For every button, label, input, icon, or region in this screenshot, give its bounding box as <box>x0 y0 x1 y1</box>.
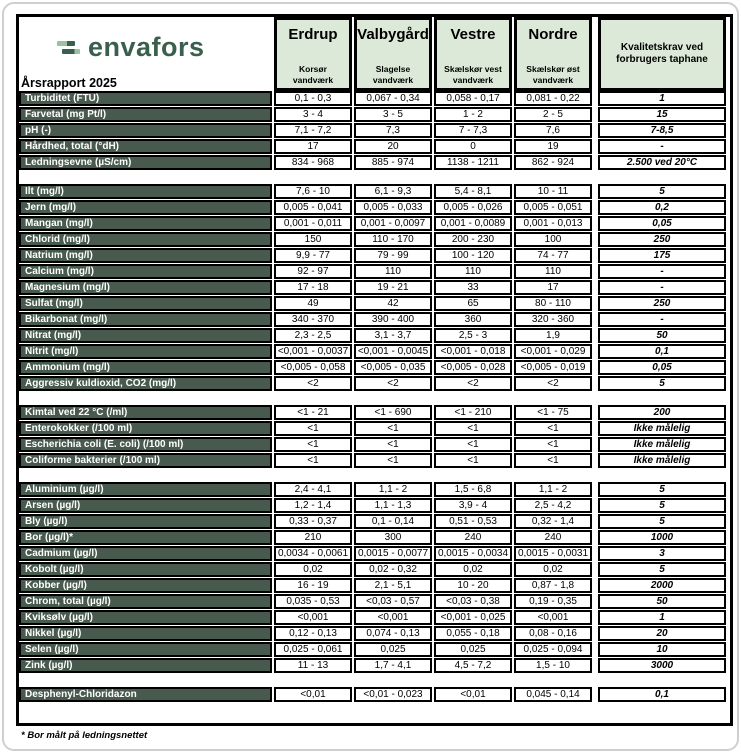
value-cell: 0,02 <box>434 562 512 577</box>
quality-requirement-cell: Ikke målelig <box>598 437 726 452</box>
value-cell: 0,005 - 0,041 <box>274 200 352 215</box>
row-label: Nikkel (µg/l) <box>19 626 272 641</box>
table-row <box>19 437 730 452</box>
quality-requirement-cell: 0,1 <box>598 687 726 702</box>
table-row <box>19 405 730 420</box>
value-cell: <0,03 - 0,38 <box>434 594 512 609</box>
row-label: Ledningsevne (µS/cm) <box>19 155 272 170</box>
row-label: Kobolt (µg/l) <box>19 562 272 577</box>
value-cell: 110 <box>434 264 512 279</box>
quality-requirement-cell: 5 <box>598 562 726 577</box>
table-section <box>19 687 730 702</box>
table-row <box>19 376 730 391</box>
quality-requirement-cell: 175 <box>598 248 726 263</box>
plant-subtitle-line2: vandværk <box>372 74 414 85</box>
row-label: Natrium (mg/l) <box>19 248 272 263</box>
value-cell: 80 - 110 <box>514 296 592 311</box>
value-cell: 4,5 - 7,2 <box>434 658 512 673</box>
column-header-plant <box>354 17 432 91</box>
value-cell: <1 <box>434 453 512 468</box>
row-label: Sulfat (mg/l) <box>19 296 272 311</box>
value-cell: 0 <box>434 139 512 154</box>
value-cell: <1 - 21 <box>274 405 352 420</box>
value-cell: 0,02 <box>514 562 592 577</box>
row-label: Jern (mg/l) <box>19 200 272 215</box>
table-row <box>19 280 730 295</box>
value-cell: <0,001 - 0,0045 <box>354 344 432 359</box>
value-cell: 0,87 - 1,8 <box>514 578 592 593</box>
table-row <box>19 344 730 359</box>
value-cell: 240 <box>514 530 592 545</box>
value-cell: 0,025 <box>354 642 432 657</box>
table-row <box>19 216 730 231</box>
plant-subtitle-line1: Skælskør vest <box>444 64 502 74</box>
value-cell: 0,0015 - 0,0031 <box>514 546 592 561</box>
value-cell: <1 <box>434 421 512 436</box>
plant-subtitle-line2: vandværk <box>532 74 574 85</box>
quality-requirement-cell: 1 <box>598 610 726 625</box>
value-cell: 1138 - 1211 <box>434 155 512 170</box>
value-cell: 834 - 968 <box>274 155 352 170</box>
value-cell: 0,001 - 0,0097 <box>354 216 432 231</box>
value-cell: 1,5 - 10 <box>514 658 592 673</box>
value-cell: 2,5 - 3 <box>434 328 512 343</box>
column-header-plant <box>514 17 592 91</box>
footnote: * Bor målt på ledningsnettet <box>21 730 148 741</box>
value-cell: <0,001 - 0,0037 <box>274 344 352 359</box>
row-label: Turbiditet (FTU) <box>19 91 272 106</box>
value-cell: 300 <box>354 530 432 545</box>
value-cell: 7 - 7,3 <box>434 123 512 138</box>
value-cell: 19 - 21 <box>354 280 432 295</box>
row-label: Aggressiv kuldioxid, CO2 (mg/l) <box>19 376 272 391</box>
value-cell: 0,055 - 0,18 <box>434 626 512 641</box>
value-cell: <1 <box>354 453 432 468</box>
value-cell: 9,9 - 77 <box>274 248 352 263</box>
quality-requirement-cell: 3 <box>598 546 726 561</box>
value-cell: <0,03 - 0,57 <box>354 594 432 609</box>
quality-requirement-cell: 50 <box>598 328 726 343</box>
value-cell: 17 - 18 <box>274 280 352 295</box>
value-cell: <1 <box>354 421 432 436</box>
value-cell: <0,001 <box>514 610 592 625</box>
value-cell: 0,001 - 0,013 <box>514 216 592 231</box>
row-label: Mangan (mg/l) <box>19 216 272 231</box>
table-row <box>19 91 730 106</box>
value-cell: 320 - 360 <box>514 312 592 327</box>
quality-requirement-cell: 5 <box>598 376 726 391</box>
value-cell: 110 - 170 <box>354 232 432 247</box>
table-row <box>19 360 730 375</box>
value-cell: 1,9 <box>514 328 592 343</box>
value-cell: 7,6 <box>514 123 592 138</box>
table-section <box>19 91 730 170</box>
value-cell: 360 <box>434 312 512 327</box>
quality-requirement-cell: Ikke målelig <box>598 453 726 468</box>
row-label: Nitrit (mg/l) <box>19 344 272 359</box>
value-cell: <2 <box>274 376 352 391</box>
value-cell: <0,001 <box>354 610 432 625</box>
table-row <box>19 687 730 702</box>
quality-requirement-cell: - <box>598 264 726 279</box>
row-label: Bor (µg/l)* <box>19 530 272 545</box>
table-row <box>19 594 730 609</box>
value-cell: 1,1 - 1,3 <box>354 498 432 513</box>
column-header-plant <box>274 17 352 91</box>
value-cell: 7,3 <box>354 123 432 138</box>
report-page <box>2 2 739 751</box>
table-row <box>19 107 730 122</box>
row-label: Ammonium (mg/l) <box>19 360 272 375</box>
value-cell: <0,01 <box>434 687 512 702</box>
table-row <box>19 200 730 215</box>
quality-requirement-cell: 5 <box>598 184 726 199</box>
quality-requirement-cell: 50 <box>598 594 726 609</box>
value-cell: <0,01 - 0,023 <box>354 687 432 702</box>
table-row <box>19 421 730 436</box>
value-cell: 10 - 20 <box>434 578 512 593</box>
quality-requirement-cell: 10 <box>598 642 726 657</box>
value-cell: 150 <box>274 232 352 247</box>
quality-requirement-cell: - <box>598 312 726 327</box>
value-cell: 0,51 - 0,53 <box>434 514 512 529</box>
value-cell: <0,01 <box>274 687 352 702</box>
table-section <box>19 482 730 673</box>
value-cell: 0,1 - 0,3 <box>274 91 352 106</box>
value-cell: 33 <box>434 280 512 295</box>
value-cell: 0,0034 - 0,0061 <box>274 546 352 561</box>
row-label: Selen (µg/l) <box>19 642 272 657</box>
value-cell: 0,045 - 0,14 <box>514 687 592 702</box>
row-label: Kobber (µg/l) <box>19 578 272 593</box>
table-row <box>19 184 730 199</box>
logo-text: envafors <box>88 32 205 62</box>
quality-requirement-cell: - <box>598 139 726 154</box>
value-cell: <1 <box>434 437 512 452</box>
value-cell: 0,058 - 0,17 <box>434 91 512 106</box>
value-cell: 110 <box>354 264 432 279</box>
value-cell: <2 <box>354 376 432 391</box>
header-label-area <box>19 17 272 91</box>
envafors-logo <box>57 32 205 63</box>
value-cell: 10 - 11 <box>514 184 592 199</box>
table-row <box>19 139 730 154</box>
row-label: Cadmium (µg/l) <box>19 546 272 561</box>
quality-requirement-cell: 200 <box>598 405 726 420</box>
value-cell: 0,074 - 0,13 <box>354 626 432 641</box>
quality-requirement-cell: - <box>598 280 726 295</box>
row-label: Kimtal ved 22 °C (/ml) <box>19 405 272 420</box>
value-cell: 1 - 2 <box>434 107 512 122</box>
value-cell: 0,005 - 0,051 <box>514 200 592 215</box>
value-cell: 862 - 924 <box>514 155 592 170</box>
table-section <box>19 405 730 468</box>
value-cell: 0,005 - 0,033 <box>354 200 432 215</box>
value-cell: 16 - 19 <box>274 578 352 593</box>
value-cell: 79 - 99 <box>354 248 432 263</box>
table-row <box>19 562 730 577</box>
table-body <box>19 91 730 702</box>
value-cell: 1,1 - 2 <box>354 482 432 497</box>
quality-requirement-cell: 3000 <box>598 658 726 673</box>
value-cell: <1 <box>514 421 592 436</box>
value-cell: <2 <box>514 376 592 391</box>
value-cell: 340 - 370 <box>274 312 352 327</box>
plant-title: Erdrup <box>288 26 338 43</box>
value-cell: 0,0015 - 0,0034 <box>434 546 512 561</box>
value-cell: 240 <box>434 530 512 545</box>
value-cell: <1 <box>354 437 432 452</box>
value-cell: 7,6 - 10 <box>274 184 352 199</box>
plant-title: Vestre <box>450 26 496 43</box>
value-cell: <1 <box>514 453 592 468</box>
value-cell: <0,005 - 0,028 <box>434 360 512 375</box>
value-cell: 2,1 - 5,1 <box>354 578 432 593</box>
quality-requirement-cell: 7-8,5 <box>598 123 726 138</box>
row-label: Ilt (mg/l) <box>19 184 272 199</box>
value-cell: 6,1 - 9,3 <box>354 184 432 199</box>
value-cell: <0,001 - 0,029 <box>514 344 592 359</box>
quality-requirement-cell: 250 <box>598 232 726 247</box>
value-cell: 2,3 - 2,5 <box>274 328 352 343</box>
row-label: Desphenyl-Chloridazon <box>19 687 272 702</box>
value-cell: 2,5 - 4,2 <box>514 498 592 513</box>
plant-subtitle-line1: Slagelse <box>375 64 411 74</box>
row-label: Kviksølv (µg/l) <box>19 610 272 625</box>
plant-subtitle-line2: vandværk <box>292 74 334 85</box>
value-cell: <1 - 75 <box>514 405 592 420</box>
row-label: Arsen (µg/l) <box>19 498 272 513</box>
row-label: Farvetal (mg Pt/l) <box>19 107 272 122</box>
value-cell: 49 <box>274 296 352 311</box>
row-label: Magnesium (mg/l) <box>19 280 272 295</box>
row-label: Hårdhed, total (°dH) <box>19 139 272 154</box>
row-label: Chlorid (mg/l) <box>19 232 272 247</box>
table-row <box>19 482 730 497</box>
value-cell: 1,1 - 2 <box>514 482 592 497</box>
quality-requirement-cell: 20 <box>598 626 726 641</box>
value-cell: 0,32 - 1,4 <box>514 514 592 529</box>
table-row <box>19 264 730 279</box>
row-label: Aluminium (µg/l) <box>19 482 272 497</box>
value-cell: 17 <box>514 280 592 295</box>
plant-title: Nordre <box>528 26 578 43</box>
value-cell: 0,001 - 0,011 <box>274 216 352 231</box>
value-cell: 1,2 - 1,4 <box>274 498 352 513</box>
quality-requirement-cell: 1000 <box>598 530 726 545</box>
value-cell: <1 <box>274 453 352 468</box>
value-cell: <0,001 <box>274 610 352 625</box>
value-cell: <1 - 210 <box>434 405 512 420</box>
quality-requirement-cell: 1 <box>598 91 726 106</box>
table-row <box>19 296 730 311</box>
value-cell: 885 - 974 <box>354 155 432 170</box>
table-row <box>19 232 730 247</box>
value-cell: <0,001 - 0,025 <box>434 610 512 625</box>
plant-subtitle <box>373 64 413 85</box>
value-cell: 0,025 - 0,061 <box>274 642 352 657</box>
value-cell: 0,025 <box>434 642 512 657</box>
plant-subtitle <box>526 64 579 85</box>
table-section <box>19 184 730 391</box>
quality-requirement-cell: 5 <box>598 498 726 513</box>
table-row <box>19 328 730 343</box>
row-label: Calcium (mg/l) <box>19 264 272 279</box>
quality-requirement-cell: Ikke målelig <box>598 421 726 436</box>
value-cell: 0,081 - 0,22 <box>514 91 592 106</box>
value-cell: 3 - 4 <box>274 107 352 122</box>
row-label: Coliforme bakterier (/100 ml) <box>19 453 272 468</box>
table-row <box>19 453 730 468</box>
quality-requirement-cell: 0,05 <box>598 216 726 231</box>
value-cell: 3,1 - 3,7 <box>354 328 432 343</box>
row-label: Enterokokker (/100 ml) <box>19 421 272 436</box>
value-cell: 42 <box>354 296 432 311</box>
table-row <box>19 642 730 657</box>
value-cell: 92 - 97 <box>274 264 352 279</box>
plant-subtitle-line2: vandværk <box>452 74 494 85</box>
value-cell: 200 - 230 <box>434 232 512 247</box>
value-cell: 0,33 - 0,37 <box>274 514 352 529</box>
quality-requirement-cell: 0,05 <box>598 360 726 375</box>
value-cell: 1,5 - 6,8 <box>434 482 512 497</box>
table-row <box>19 498 730 513</box>
quality-requirement-cell: 250 <box>598 296 726 311</box>
row-label: Escherichia coli (E. coli) (/100 ml) <box>19 437 272 452</box>
value-cell: 0,12 - 0,13 <box>274 626 352 641</box>
value-cell: 3,9 - 4 <box>434 498 512 513</box>
value-cell: 390 - 400 <box>354 312 432 327</box>
row-label: pH (-) <box>19 123 272 138</box>
quality-requirement-cell: 15 <box>598 107 726 122</box>
table-row <box>19 312 730 327</box>
value-cell: 100 <box>514 232 592 247</box>
table-header <box>19 17 730 91</box>
quality-requirement-cell: 0,1 <box>598 344 726 359</box>
value-cell: 17 <box>274 139 352 154</box>
value-cell: <1 <box>274 437 352 452</box>
value-cell: 0,067 - 0,34 <box>354 91 432 106</box>
value-cell: 2,4 - 4,1 <box>274 482 352 497</box>
value-cell: <1 - 690 <box>354 405 432 420</box>
table-row <box>19 248 730 263</box>
value-cell: 0,035 - 0,53 <box>274 594 352 609</box>
envafors-logo-icon <box>57 41 80 54</box>
report-title: Årsrapport 2025 <box>21 76 117 90</box>
value-cell: <0,005 - 0,058 <box>274 360 352 375</box>
value-cell: 0,005 - 0,026 <box>434 200 512 215</box>
quality-requirement-cell: 2.500 ved 20°C <box>598 155 726 170</box>
value-cell: 210 <box>274 530 352 545</box>
quality-requirement-cell: 0,2 <box>598 200 726 215</box>
value-cell: <0,001 - 0,018 <box>434 344 512 359</box>
column-header-kvalitetskrav: Kvalitetskrav ved forbrugers taphane <box>598 17 726 91</box>
row-label: Nitrat (mg/l) <box>19 328 272 343</box>
quality-requirement-cell: 2000 <box>598 578 726 593</box>
quality-requirement-cell: 5 <box>598 514 726 529</box>
value-cell: 0,1 - 0,14 <box>354 514 432 529</box>
table-row <box>19 530 730 545</box>
value-cell: <0,005 - 0,019 <box>514 360 592 375</box>
value-cell: 0,001 - 0,0089 <box>434 216 512 231</box>
value-cell: 5,4 - 8,1 <box>434 184 512 199</box>
value-cell: 0,02 - 0,32 <box>354 562 432 577</box>
value-cell: <1 <box>274 421 352 436</box>
table-row <box>19 578 730 593</box>
table-row <box>19 123 730 138</box>
value-cell: <0,005 - 0,035 <box>354 360 432 375</box>
column-header-plant <box>434 17 512 91</box>
quality-requirement-cell: 5 <box>598 482 726 497</box>
value-cell: 3 - 5 <box>354 107 432 122</box>
table-frame <box>16 14 733 726</box>
value-cell: 19 <box>514 139 592 154</box>
plant-subtitle <box>444 64 502 85</box>
value-cell: 110 <box>514 264 592 279</box>
value-cell: 0,08 - 0,16 <box>514 626 592 641</box>
value-cell: 0,19 - 0,35 <box>514 594 592 609</box>
plant-subtitle-line1: Korsør <box>299 64 327 74</box>
table-row <box>19 658 730 673</box>
value-cell: 74 - 77 <box>514 248 592 263</box>
table-row <box>19 155 730 170</box>
table-row <box>19 546 730 561</box>
plant-subtitle-line1: Skælskør øst <box>526 64 580 74</box>
value-cell: 0,02 <box>274 562 352 577</box>
value-cell: 7,1 - 7,2 <box>274 123 352 138</box>
value-cell: 65 <box>434 296 512 311</box>
plant-subtitle <box>293 64 333 85</box>
row-label: Chrom, total (µg/l) <box>19 594 272 609</box>
value-cell: 2 - 5 <box>514 107 592 122</box>
value-cell: 100 - 120 <box>434 248 512 263</box>
value-cell: <2 <box>434 376 512 391</box>
table-row <box>19 610 730 625</box>
value-cell: 0,025 - 0,094 <box>514 642 592 657</box>
value-cell: 1,7 - 4,1 <box>354 658 432 673</box>
table-row <box>19 626 730 641</box>
plant-title: Valbygård <box>357 26 429 43</box>
value-cell: 11 - 13 <box>274 658 352 673</box>
row-label: Bly (µg/l) <box>19 514 272 529</box>
row-label: Zink (µg/l) <box>19 658 272 673</box>
row-label: Bikarbonat (mg/l) <box>19 312 272 327</box>
value-cell: 20 <box>354 139 432 154</box>
value-cell: 0,0015 - 0,0077 <box>354 546 432 561</box>
value-cell: <1 <box>514 437 592 452</box>
table-row <box>19 514 730 529</box>
